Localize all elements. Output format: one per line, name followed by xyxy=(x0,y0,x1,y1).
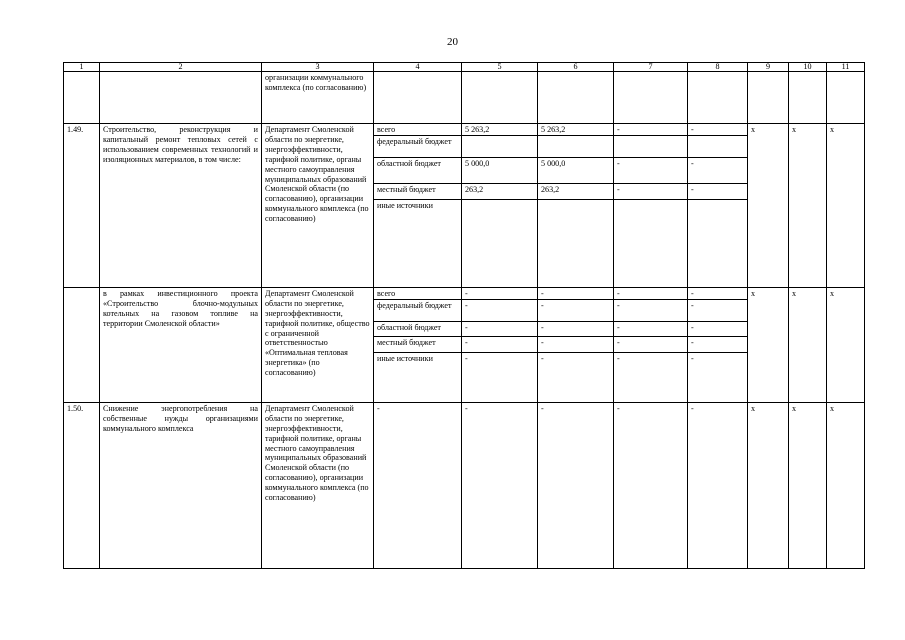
table-row xyxy=(64,124,865,136)
cell xyxy=(614,72,688,124)
row-number: 1.50. xyxy=(64,402,100,568)
cell xyxy=(100,72,262,124)
value-cell: - xyxy=(538,321,614,336)
value-cell: 5 263,2 xyxy=(538,124,614,136)
source-name: иные источники xyxy=(374,199,462,287)
col-header: 10 xyxy=(789,63,827,72)
value-cell: x xyxy=(748,124,789,288)
col-header: 4 xyxy=(374,63,462,72)
value-cell: - xyxy=(462,321,538,336)
value-cell xyxy=(688,135,748,157)
source-name: местный бюджет xyxy=(374,183,462,199)
col-header: 6 xyxy=(538,63,614,72)
source-name: федеральный бюджет xyxy=(374,135,462,157)
source-name: областной бюджет xyxy=(374,321,462,336)
col-header: 9 xyxy=(748,63,789,72)
cell xyxy=(748,72,789,124)
value-cell: - xyxy=(688,157,748,183)
measure-name: Строительство, реконструкция и капитальный ремонт тепловых сетей с использованием современных технологий и изоляционных материалов, в том числе: xyxy=(100,124,262,288)
value-cell xyxy=(462,199,538,287)
cell xyxy=(789,72,827,124)
value-cell: - xyxy=(462,402,538,568)
value-cell: x xyxy=(789,402,827,568)
value-cell: - xyxy=(614,336,688,352)
source-name: местный бюджет xyxy=(374,336,462,352)
value-cell: - xyxy=(688,321,748,336)
value-cell: - xyxy=(462,352,538,402)
value-cell: 5 000,0 xyxy=(462,157,538,183)
col-header: 11 xyxy=(827,63,865,72)
value-cell: - xyxy=(462,336,538,352)
program-table xyxy=(63,62,865,569)
value-cell xyxy=(538,135,614,157)
value-cell xyxy=(614,135,688,157)
value-cell: x xyxy=(827,124,865,288)
value-cell: x xyxy=(827,287,865,402)
value-cell: x xyxy=(827,402,865,568)
continuation-row xyxy=(64,72,865,124)
value-cell: - xyxy=(538,299,614,321)
value-cell: - xyxy=(462,299,538,321)
value-cell: x xyxy=(748,287,789,402)
value-cell: - xyxy=(688,124,748,136)
value-cell: - xyxy=(614,299,688,321)
column-number-row xyxy=(64,63,865,72)
value-cell: - xyxy=(538,287,614,299)
row-number: 1.49. xyxy=(64,124,100,288)
responsible-cell: Департамент Смоленской области по энергетике, энергоэффективности, тарифной политике, органы местного самоуправления муниципальных образований Смоленской области (по согласованию), организации коммунального комплекса (по согласованию) xyxy=(262,402,374,568)
cell xyxy=(64,72,100,124)
value-cell: - xyxy=(462,287,538,299)
value-cell: - xyxy=(688,402,748,568)
value-cell: - xyxy=(614,124,688,136)
value-cell: - xyxy=(614,352,688,402)
value-cell: - xyxy=(688,287,748,299)
cell xyxy=(827,72,865,124)
value-cell: - xyxy=(614,287,688,299)
cell xyxy=(538,72,614,124)
value-cell: - xyxy=(614,157,688,183)
source-name: федеральный бюджет xyxy=(374,299,462,321)
col-header: 3 xyxy=(262,63,374,72)
source-name: иные источники xyxy=(374,352,462,402)
page-number: 20 xyxy=(447,36,458,48)
col-header: 7 xyxy=(614,63,688,72)
col-header: 5 xyxy=(462,63,538,72)
value-cell xyxy=(688,199,748,287)
value-cell: - xyxy=(688,352,748,402)
responsible-cell: организации коммунального комплекса (по согласованию) xyxy=(262,72,374,124)
cell xyxy=(462,72,538,124)
col-header: 1 xyxy=(64,63,100,72)
value-cell: - xyxy=(688,183,748,199)
table-row xyxy=(64,402,865,568)
source-name: всего xyxy=(374,287,462,299)
col-header: 2 xyxy=(100,63,262,72)
value-cell: - xyxy=(538,336,614,352)
source-name: всего xyxy=(374,124,462,136)
value-cell: x xyxy=(748,402,789,568)
col-header: 8 xyxy=(688,63,748,72)
responsible-cell: Департамент Смоленской области по энергетике, энергоэффективности, тарифной политике, общество с ограниченной ответственностью «Оптимальная тепловая энергетика» (по согласованию) xyxy=(262,287,374,402)
cell xyxy=(374,72,462,124)
measure-name: в рамках инвестиционного проекта «Строительство блочно-модульных котельных на газовом топливе на территории Смоленской области» xyxy=(100,287,262,402)
value-cell: - xyxy=(374,402,462,568)
value-cell: - xyxy=(614,183,688,199)
cell xyxy=(688,72,748,124)
table-row xyxy=(64,287,865,299)
value-cell: x xyxy=(789,124,827,288)
value-cell: - xyxy=(688,299,748,321)
value-cell: - xyxy=(614,402,688,568)
value-cell: - xyxy=(538,402,614,568)
value-cell: - xyxy=(688,336,748,352)
value-cell: - xyxy=(538,352,614,402)
source-name: областной бюджет xyxy=(374,157,462,183)
value-cell xyxy=(538,199,614,287)
value-cell: 5 000,0 xyxy=(538,157,614,183)
value-cell: 5 263,2 xyxy=(462,124,538,136)
value-cell: x xyxy=(789,287,827,402)
value-cell xyxy=(462,135,538,157)
value-cell: 263,2 xyxy=(538,183,614,199)
measure-name: Снижение энергопотребления на собственные нужды организациями коммунального комплекса xyxy=(100,402,262,568)
row-number xyxy=(64,287,100,402)
value-cell: 263,2 xyxy=(462,183,538,199)
value-cell: - xyxy=(614,321,688,336)
value-cell xyxy=(614,199,688,287)
responsible-cell: Департамент Смоленской области по энергетике, энергоэффективности, тарифной политике, органы местного самоуправления муниципальных образований Смоленской области (по согласованию), организации коммунального комплекса (по согласованию) xyxy=(262,124,374,288)
